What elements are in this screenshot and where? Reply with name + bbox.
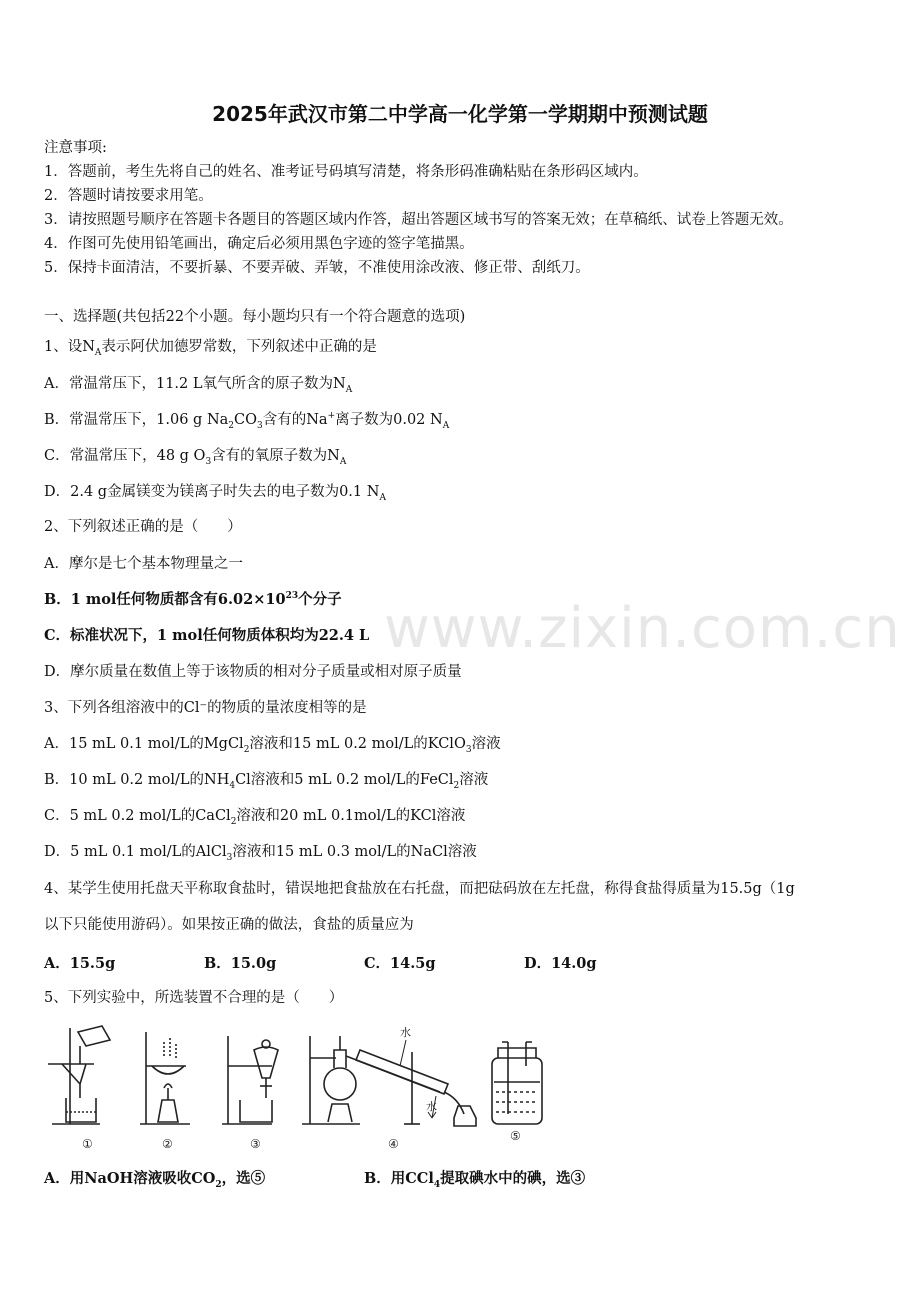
q1-option-c: C．常温常压下，48 g $O_3$含有的氧原子数为$N_A$ — [44, 448, 347, 467]
label-3: ③ — [250, 1137, 261, 1151]
q2-option-b: B．1 mol任何物质都含有$6.02\times 10^{23}$个分子 — [44, 591, 342, 608]
q2-option-a: A．摩尔是七个基本物理量之一 — [44, 556, 243, 572]
apparatus-figure — [40, 1022, 560, 1154]
label-1: ① — [82, 1137, 93, 1151]
label-5: ⑤ — [510, 1129, 521, 1143]
q4-option-d: D．14.0g — [524, 955, 597, 972]
q4-stem-line1: 4、某学生使用托盘天平称取食盐时，错误地把食盐放在右托盘，而把砝码放在左托盘，称得食盐得质量为15.5g（1g — [44, 881, 795, 897]
exam-title: 2025年武汉市第二中学高一化学第一学期期中预测试题 — [212, 102, 708, 126]
section-heading: 一、选择题(共包括22个小题。每小题均只有一个符合题意的选项) — [44, 309, 466, 325]
q1-stem: 1、设$N_A$表示阿伏加德罗常数，下列叙述中正确的是 — [44, 339, 377, 358]
notice-item-5: 5．保持卡面清洁，不要折暴、不要弄破、弄皱，不准使用涂改液、修正带、刮纸刀。 — [44, 260, 590, 276]
q4-option-c: C．14.5g — [364, 955, 436, 972]
water-label-top: 水 — [400, 1026, 411, 1039]
water-label-bottom: 水 — [426, 1100, 437, 1113]
watermark: www.zixin.com.cn — [384, 596, 901, 661]
q3-option-d: D．5 mL 0.1 mol/L的AlCl$_3$溶液和15 mL 0.3 mol/L的NaCl溶液 — [44, 844, 477, 863]
q3-stem: 3、下列各组溶液中的Cl⁻的物质的量浓度相等的是 — [44, 700, 367, 716]
q5-option-a: A．用NaOH溶液吸收$CO_2$，选⑤ — [44, 1170, 266, 1190]
label-4: ④ — [388, 1137, 399, 1151]
q5-stem: 5、下列实验中，所选装置不合理的是（ ） — [44, 990, 344, 1006]
q1-option-b: B．常温常压下，1.06 g $Na_2CO_3$含有的Na+离子数为0.02 $N_A$ — [44, 411, 450, 431]
apparatus-1-filtration — [48, 1026, 110, 1124]
q4-stem-line2: 以下只能使用游码）。如果按正确的做法，食盐的质量应为 — [44, 917, 414, 933]
notice-item-3: 3．请按照题号顺序在答题卡各题目的答题区域内作答，超出答题区域书写的答案无效；在草稿纸、试卷上答题无效。 — [44, 212, 793, 228]
notice-item-4: 4．作图可先使用铅笔画出，确定后必须用黑色字迹的签字笔描黑。 — [44, 236, 474, 252]
q1-option-d: D．2.4 g金属镁变为镁离子时失去的电子数为0.1 $N_A$ — [44, 484, 386, 503]
notice-item-2: 2．答题时请按要求用笔。 — [44, 188, 213, 204]
q5-option-b: B．用CCl$_4$提取碘水中的碘，选③ — [364, 1170, 586, 1190]
q3-option-b: B．10 mL 0.2 mol/L的$NH_4Cl$溶液和5 mL 0.2 mol/L的FeCl$_2$溶液 — [44, 772, 489, 791]
q2-option-c: C．标准状况下，1 mol任何物质体积均为22.4 L — [44, 627, 370, 644]
q2-option-d: D．摩尔质量在数值上等于该物质的相对分子质量或相对原子质量 — [44, 664, 462, 680]
notice-heading: 注意事项: — [44, 140, 107, 156]
q1-option-a: A．常温常压下，11.2 L氧气所含的原子数为$N_A$ — [44, 376, 353, 395]
apparatus-3-separatory-funnel — [222, 1036, 278, 1124]
label-2: ② — [162, 1137, 173, 1151]
q3-option-c: C．5 mL 0.2 mol/L的CaCl$_2$溶液和20 mL 0.1mol/L的KCl溶液 — [44, 808, 466, 827]
q4-option-b: B．15.0g — [204, 955, 277, 972]
apparatus-5-gas-washing-bottle — [492, 1042, 542, 1124]
q4-option-a: A．15.5g — [44, 955, 116, 972]
q3-option-a: A．15 mL 0.1 mol/L的MgCl$_2$溶液和15 mL 0.2 mol/L的KClO$_3$溶液 — [44, 736, 501, 755]
apparatus-2-evaporation — [140, 1032, 190, 1124]
notice-item-1: 1．答题前，考生先将自己的姓名、准考证号码填写清楚，将条形码准确粘贴在条形码区域内。 — [44, 164, 648, 180]
apparatus-4-distillation — [302, 1025, 476, 1126]
q2-stem: 2、下列叙述正确的是（ ） — [44, 519, 242, 535]
